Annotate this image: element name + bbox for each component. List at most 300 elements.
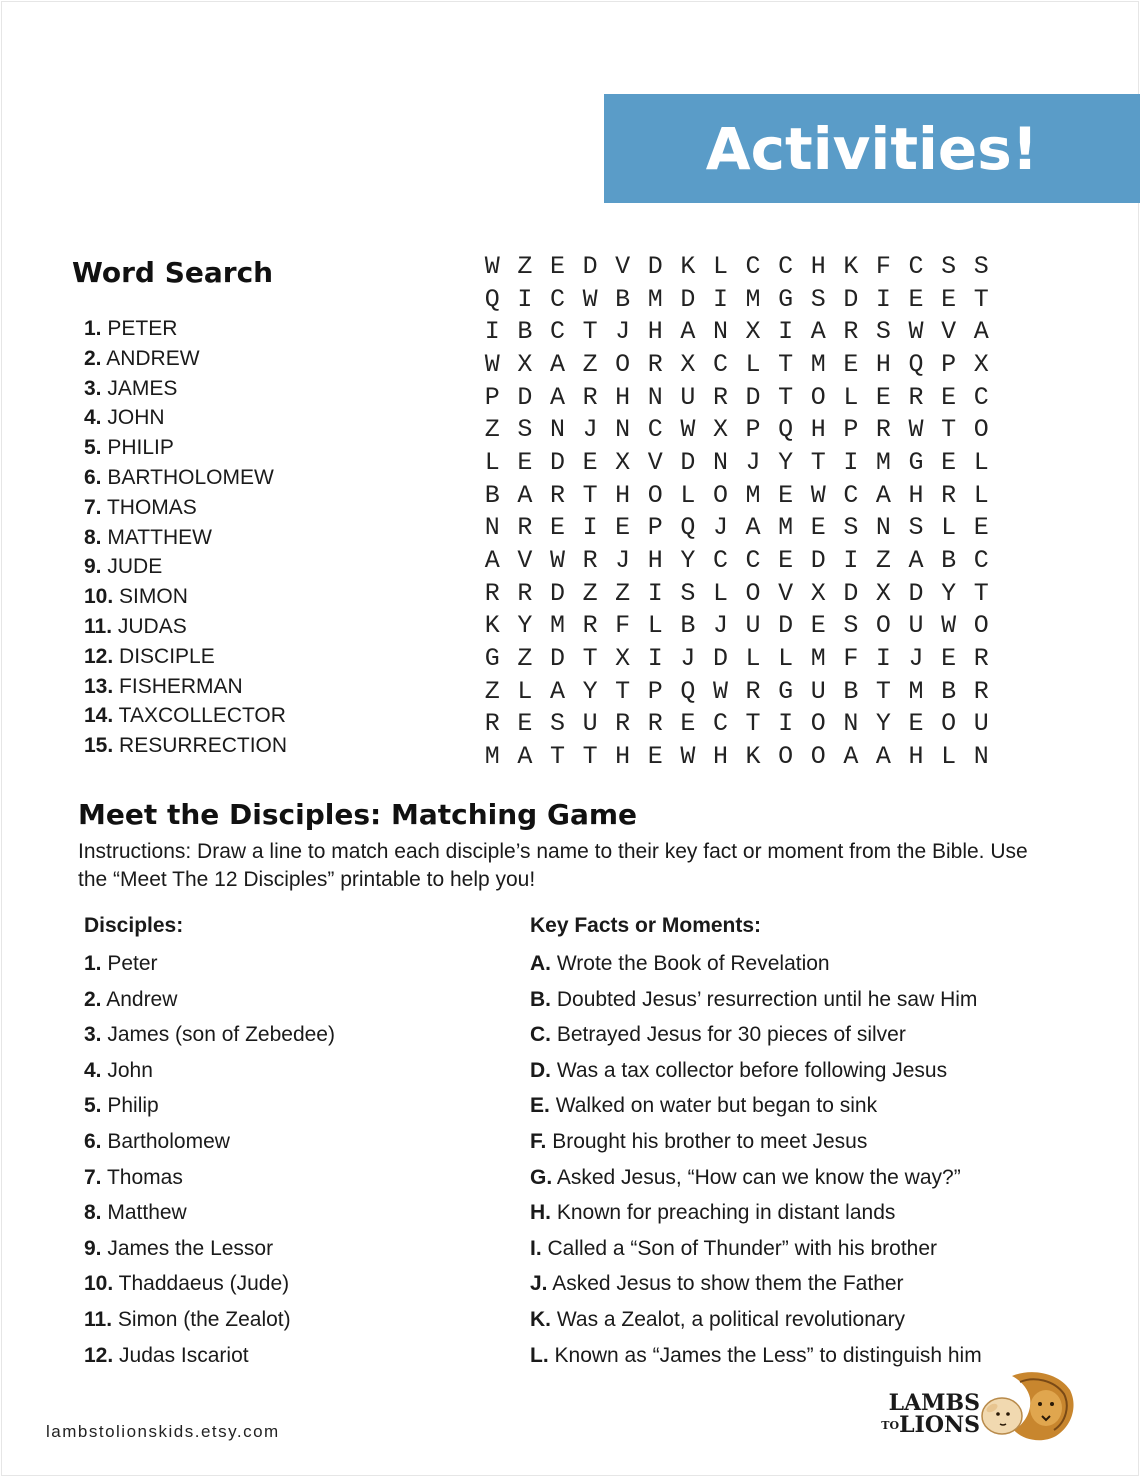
grid-cell: R — [517, 578, 533, 608]
grid-cell: G — [778, 676, 794, 706]
grid-cell: H — [908, 480, 924, 510]
word-list-item: 11. JUDAS — [84, 614, 187, 638]
grid-cell: C — [745, 251, 761, 281]
grid-cell: F — [875, 251, 891, 281]
word-list-item: 6. BARTHOLOMEW — [84, 465, 274, 489]
lambs-to-lions-logo — [876, 1368, 1076, 1444]
grid-cell: T — [745, 709, 761, 739]
grid-cell: R — [582, 611, 598, 641]
word-list-item: 2. ANDREW — [84, 346, 200, 370]
grid-cell: Z — [484, 415, 500, 445]
grid-cell: D — [843, 578, 859, 608]
title-banner — [604, 94, 1140, 203]
grid-cell: X — [973, 349, 989, 379]
grid-cell: W — [908, 317, 924, 347]
word-list-item: 9. JUDE — [84, 555, 163, 579]
grid-cell: I — [484, 317, 500, 347]
grid-cell: I — [778, 709, 794, 739]
grid-cell: D — [680, 284, 696, 314]
grid-cell: P — [647, 513, 663, 543]
grid-cell: X — [615, 644, 631, 674]
matching-game-heading: Meet the Disciples: Matching Game — [78, 798, 638, 831]
grid-cell: X — [745, 317, 761, 347]
grid-cell: O — [810, 709, 826, 739]
grid-cell: I — [843, 447, 859, 477]
grid-cell: L — [973, 447, 989, 477]
grid-cell: C — [712, 546, 728, 576]
fact-item: J. Asked Jesus to show them the Father — [530, 1272, 904, 1296]
grid-cell: Q — [484, 284, 500, 314]
grid-cell: E — [582, 447, 598, 477]
grid-cell: B — [941, 546, 957, 576]
grid-cell: L — [778, 644, 794, 674]
grid-cell: R — [941, 480, 957, 510]
grid-cell: L — [712, 251, 728, 281]
grid-cell: R — [484, 578, 500, 608]
grid-cell: Q — [680, 676, 696, 706]
grid-row — [476, 610, 998, 643]
grid-cell: N — [647, 382, 663, 412]
fact-item: F. Brought his brother to meet Jesus — [530, 1129, 868, 1153]
grid-cell: E — [778, 480, 794, 510]
grid-cell: S — [973, 251, 989, 281]
grid-cell: C — [745, 546, 761, 576]
grid-cell: H — [615, 480, 631, 510]
grid-cell: A — [875, 480, 891, 510]
grid-cell: L — [517, 676, 533, 706]
fact-item: K. Was a Zealot, a political revolutionary — [530, 1307, 906, 1331]
grid-cell: N — [973, 742, 989, 772]
grid-cell: A — [810, 317, 826, 347]
grid-cell: R — [745, 676, 761, 706]
grid-cell: T — [810, 447, 826, 477]
grid-cell: X — [517, 349, 533, 379]
disciple-item: 2. Andrew — [84, 987, 178, 1011]
grid-cell: C — [549, 284, 565, 314]
grid-cell: I — [843, 546, 859, 576]
grid-cell: O — [745, 578, 761, 608]
grid-cell: E — [680, 709, 696, 739]
grid-cell: J — [582, 415, 598, 445]
grid-row — [476, 577, 998, 610]
grid-cell: E — [778, 546, 794, 576]
grid-cell: X — [680, 349, 696, 379]
grid-cell: I — [712, 284, 728, 314]
grid-cell: I — [647, 644, 663, 674]
grid-row — [476, 675, 998, 708]
disciple-item: 3. James (son of Zebedee) — [84, 1023, 335, 1047]
grid-cell: W — [941, 611, 957, 641]
grid-cell: D — [908, 578, 924, 608]
grid-cell: E — [973, 513, 989, 543]
grid-cell: Z — [484, 676, 500, 706]
grid-cell: I — [517, 284, 533, 314]
grid-row — [476, 250, 998, 283]
grid-cell: E — [941, 644, 957, 674]
grid-cell: C — [647, 415, 663, 445]
grid-cell: W — [484, 349, 500, 379]
grid-cell: I — [875, 644, 891, 674]
grid-cell: C — [973, 546, 989, 576]
grid-cell: Z — [875, 546, 891, 576]
grid-cell: P — [484, 382, 500, 412]
grid-cell: R — [843, 317, 859, 347]
grid-cell: Y — [582, 676, 598, 706]
grid-cell: V — [778, 578, 794, 608]
grid-cell: S — [908, 513, 924, 543]
grid-cell: A — [517, 480, 533, 510]
grid-cell: M — [647, 284, 663, 314]
grid-cell: B — [680, 611, 696, 641]
fact-item: L. Known as “James the Less” to distinguish him — [530, 1343, 982, 1367]
disciple-item: 11. Simon (the Zealot) — [84, 1307, 291, 1331]
grid-row — [476, 708, 998, 741]
grid-cell: A — [843, 742, 859, 772]
grid-cell: R — [973, 644, 989, 674]
grid-cell: N — [484, 513, 500, 543]
grid-cell: S — [549, 709, 565, 739]
grid-cell: M — [484, 742, 500, 772]
fact-item: D. Was a tax collector before following Jesus — [530, 1058, 948, 1082]
grid-cell: C — [549, 317, 565, 347]
word-list-item: 15. RESURRECTION — [84, 734, 288, 758]
grid-cell: D — [843, 284, 859, 314]
fact-item: B. Doubted Jesus’ resurrection until he saw Him — [530, 987, 978, 1011]
grid-cell: K — [843, 251, 859, 281]
grid-cell: O — [810, 742, 826, 772]
footer-url: lambstolionskids.etsy.com — [46, 1422, 280, 1441]
grid-cell: A — [517, 742, 533, 772]
grid-cell: L — [973, 480, 989, 510]
word-search-grid — [476, 250, 998, 773]
grid-cell: D — [549, 447, 565, 477]
grid-cell: T — [778, 349, 794, 379]
grid-cell: M — [745, 480, 761, 510]
word-list-item: 5. PHILIP — [84, 436, 174, 460]
grid-cell: J — [680, 644, 696, 674]
grid-cell: D — [647, 251, 663, 281]
grid-cell: W — [582, 284, 598, 314]
grid-row — [476, 544, 998, 577]
grid-cell: E — [549, 251, 565, 281]
grid-row — [476, 446, 998, 479]
grid-cell: B — [615, 284, 631, 314]
word-list-item: 7. THOMAS — [84, 495, 197, 519]
grid-cell: O — [941, 709, 957, 739]
grid-row — [476, 381, 998, 414]
grid-cell: H — [615, 382, 631, 412]
word-list-item: 1. PETER — [84, 317, 178, 340]
disciple-item: 7. Thomas — [84, 1165, 183, 1189]
grid-cell: E — [810, 611, 826, 641]
grid-cell: J — [745, 447, 761, 477]
grid-cell: E — [549, 513, 565, 543]
disciple-item: 9. James the Lessor — [84, 1236, 274, 1260]
grid-cell: L — [484, 447, 500, 477]
grid-cell: U — [680, 382, 696, 412]
grid-cell: R — [647, 709, 663, 739]
grid-cell: L — [745, 644, 761, 674]
grid-cell: H — [875, 349, 891, 379]
grid-cell: T — [973, 578, 989, 608]
grid-cell: E — [908, 709, 924, 739]
grid-cell: P — [941, 349, 957, 379]
grid-cell: A — [549, 349, 565, 379]
grid-row — [476, 740, 998, 773]
facts-heading: Key Facts or Moments: — [530, 914, 762, 937]
grid-cell: N — [615, 415, 631, 445]
grid-cell: C — [712, 349, 728, 379]
grid-cell: W — [810, 480, 826, 510]
grid-cell: E — [615, 513, 631, 543]
disciple-item: 8. Matthew — [84, 1201, 187, 1225]
grid-cell: E — [647, 742, 663, 772]
grid-cell: G — [484, 644, 500, 674]
grid-cell: B — [843, 676, 859, 706]
grid-cell: O — [712, 480, 728, 510]
grid-cell: C — [843, 480, 859, 510]
grid-cell: N — [712, 447, 728, 477]
grid-cell: F — [615, 611, 631, 641]
grid-cell: W — [549, 546, 565, 576]
grid-cell: I — [582, 513, 598, 543]
grid-cell: L — [941, 742, 957, 772]
facts-list — [530, 946, 982, 1373]
word-list-item: 8. MATTHEW — [84, 525, 212, 549]
grid-row — [476, 315, 998, 348]
grid-cell: M — [549, 611, 565, 641]
grid-cell: K — [745, 742, 761, 772]
grid-cell: I — [647, 578, 663, 608]
grid-cell: X — [875, 578, 891, 608]
grid-cell: T — [582, 480, 598, 510]
grid-cell: R — [615, 709, 631, 739]
grid-cell: Q — [908, 349, 924, 379]
grid-cell: E — [517, 709, 533, 739]
grid-cell: V — [517, 546, 533, 576]
grid-cell: L — [941, 513, 957, 543]
grid-cell: P — [647, 676, 663, 706]
page-title: Activities! — [705, 114, 1039, 183]
grid-cell: M — [810, 644, 826, 674]
grid-cell: T — [941, 415, 957, 445]
grid-cell: C — [712, 709, 728, 739]
disciple-item: 5. Philip — [84, 1094, 159, 1118]
grid-cell: R — [549, 480, 565, 510]
grid-cell: C — [908, 251, 924, 281]
grid-cell: Q — [778, 415, 794, 445]
grid-cell: H — [712, 742, 728, 772]
word-list-item: 13. FISHERMAN — [84, 674, 243, 698]
grid-cell: J — [615, 317, 631, 347]
grid-cell: Z — [582, 349, 598, 379]
disciple-item: 1. Peter — [84, 952, 158, 975]
grid-cell: X — [810, 578, 826, 608]
grid-cell: R — [908, 382, 924, 412]
grid-cell: G — [778, 284, 794, 314]
grid-cell: Z — [517, 644, 533, 674]
grid-cell: W — [680, 415, 696, 445]
grid-cell: R — [712, 382, 728, 412]
grid-cell: T — [973, 284, 989, 314]
grid-cell: W — [680, 742, 696, 772]
grid-cell: E — [517, 447, 533, 477]
grid-row — [476, 479, 998, 512]
grid-cell: U — [973, 709, 989, 739]
grid-cell: R — [875, 415, 891, 445]
grid-cell: J — [615, 546, 631, 576]
grid-cell: V — [647, 447, 663, 477]
grid-row — [476, 348, 998, 381]
grid-cell: O — [778, 742, 794, 772]
matching-instructions: Instructions: Draw a line to match each disciple’s name to their key fact or moment from the Bible. Use the “Meet The 12 Disciples” printable to help you! — [78, 840, 1028, 891]
grid-cell: S — [517, 415, 533, 445]
grid-cell: S — [941, 251, 957, 281]
word-list-item: 3. JAMES — [84, 376, 178, 400]
grid-cell: R — [582, 546, 598, 576]
grid-cell: H — [810, 415, 826, 445]
grid-cell: A — [484, 546, 500, 576]
grid-cell: D — [549, 644, 565, 674]
grid-cell: T — [582, 742, 598, 772]
grid-cell: X — [615, 447, 631, 477]
grid-cell: L — [647, 611, 663, 641]
word-list-item: 12. DISCIPLE — [84, 644, 215, 668]
word-search-heading: Word Search — [72, 256, 274, 289]
grid-cell: N — [549, 415, 565, 445]
grid-cell: A — [745, 513, 761, 543]
grid-cell: H — [647, 317, 663, 347]
fact-item: E. Walked on water but began to sink — [530, 1094, 878, 1118]
grid-cell: Y — [680, 546, 696, 576]
grid-cell: N — [712, 317, 728, 347]
grid-cell: O — [810, 382, 826, 412]
disciple-item: 6. Bartholomew — [84, 1129, 230, 1153]
grid-cell: B — [517, 317, 533, 347]
grid-cell: W — [484, 251, 500, 281]
grid-cell: Q — [680, 513, 696, 543]
grid-cell: D — [810, 546, 826, 576]
word-list-item: 4. JOHN — [84, 406, 165, 430]
grid-cell: Y — [778, 447, 794, 477]
grid-cell: T — [582, 317, 598, 347]
grid-row — [476, 512, 998, 545]
grid-cell: J — [908, 644, 924, 674]
grid-cell: E — [941, 382, 957, 412]
grid-cell: B — [484, 480, 500, 510]
grid-cell: D — [778, 611, 794, 641]
grid-cell: U — [908, 611, 924, 641]
grid-cell: L — [745, 349, 761, 379]
disciples-heading: Disciples: — [84, 914, 184, 937]
grid-cell: Z — [517, 251, 533, 281]
grid-cell: H — [647, 546, 663, 576]
grid-cell: S — [810, 284, 826, 314]
word-list — [84, 314, 287, 761]
grid-cell: N — [875, 513, 891, 543]
grid-cell: D — [517, 382, 533, 412]
grid-cell: L — [680, 480, 696, 510]
grid-cell: V — [615, 251, 631, 281]
grid-cell: U — [582, 709, 598, 739]
grid-cell: A — [973, 317, 989, 347]
grid-cell: S — [875, 317, 891, 347]
grid-cell: O — [875, 611, 891, 641]
grid-cell: Y — [875, 709, 891, 739]
grid-cell: J — [712, 513, 728, 543]
grid-cell: C — [973, 382, 989, 412]
grid-cell: N — [843, 709, 859, 739]
grid-cell: H — [810, 251, 826, 281]
grid-cell: A — [549, 382, 565, 412]
disciple-item: 10. Thaddaeus (Jude) — [84, 1272, 290, 1296]
grid-row — [476, 283, 998, 316]
grid-cell: T — [549, 742, 565, 772]
fact-item: I. Called a “Son of Thunder” with his brother — [530, 1236, 937, 1260]
grid-cell: U — [810, 676, 826, 706]
grid-cell: E — [941, 284, 957, 314]
fact-item: G. Asked Jesus, “How can we know the way?” — [530, 1165, 961, 1189]
grid-cell: W — [712, 676, 728, 706]
grid-cell: O — [973, 415, 989, 445]
disciple-item: 12. Judas Iscariot — [84, 1343, 249, 1367]
grid-cell: I — [778, 317, 794, 347]
grid-cell: O — [973, 611, 989, 641]
grid-cell: J — [712, 611, 728, 641]
grid-cell: B — [941, 676, 957, 706]
grid-cell: I — [875, 284, 891, 314]
grid-cell: D — [745, 382, 761, 412]
logo-text: LAMBS TOLIONS — [881, 1390, 980, 1438]
grid-cell: M — [745, 284, 761, 314]
grid-cell: R — [647, 349, 663, 379]
grid-cell: C — [778, 251, 794, 281]
grid-cell: Y — [941, 578, 957, 608]
grid-cell: P — [745, 415, 761, 445]
grid-cell: O — [647, 480, 663, 510]
grid-cell: S — [843, 513, 859, 543]
grid-cell: D — [712, 644, 728, 674]
grid-cell: U — [745, 611, 761, 641]
grid-cell: A — [549, 676, 565, 706]
grid-cell: D — [680, 447, 696, 477]
grid-cell: G — [908, 447, 924, 477]
fact-item: C. Betrayed Jesus for 30 pieces of silver — [530, 1023, 906, 1047]
grid-cell: S — [680, 578, 696, 608]
grid-row — [476, 642, 998, 675]
grid-row — [476, 413, 998, 446]
grid-cell: A — [908, 546, 924, 576]
grid-cell: E — [875, 382, 891, 412]
disciple-item: 4. John — [84, 1058, 153, 1082]
grid-cell: W — [908, 415, 924, 445]
word-list-item: 10. SIMON — [84, 585, 188, 609]
grid-cell: K — [484, 611, 500, 641]
grid-cell: T — [778, 382, 794, 412]
grid-cell: R — [973, 676, 989, 706]
grid-cell: V — [941, 317, 957, 347]
grid-cell: Z — [615, 578, 631, 608]
grid-cell: M — [875, 447, 891, 477]
grid-cell: R — [517, 513, 533, 543]
grid-cell: M — [908, 676, 924, 706]
fact-item: H. Known for preaching in distant lands — [530, 1201, 896, 1225]
disciples-list — [84, 946, 335, 1373]
grid-cell: D — [582, 251, 598, 281]
grid-cell: X — [712, 415, 728, 445]
grid-cell: R — [484, 709, 500, 739]
grid-cell: Z — [582, 578, 598, 608]
